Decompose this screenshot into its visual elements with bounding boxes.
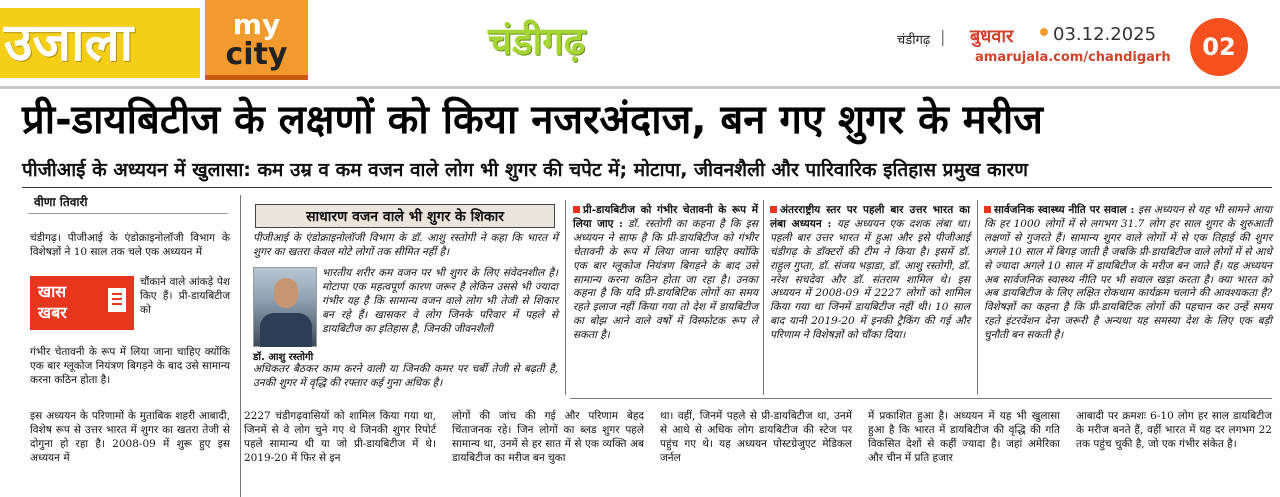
box-story-body: भारतीय शरीर कम वजन पर भी शुगर के लिए संवेदनशील है। मोटापा एक महत्वपूर्ण कारण जरूर है लेकिन उससे भी ज्यादा गंभीर यह है कि सामान्य वजन वाले लोग भी तेजी से शिकार बन रहे हैं। खासकर वे लोग जिनके परिवार में पहले से डायबिटीज का इतिहास है, जिनकी जीवनशैली	[322, 267, 558, 335]
body-column-2: लोगों की जांच की गई और परिणाम बेहद चिंताजनक रहे। जिन लोगों का ब्लड शुगर पहले सामान्य था, उनमें से हर सात में से एक व्यक्ति अब डायबिटीज का मरीज बन चुका	[452, 410, 644, 464]
column-divider	[763, 200, 764, 395]
newspaper-logo: उजाला	[0, 8, 200, 78]
body-column-1: 2227 चंडीगढ़वासियों को शामिल किया गया था, जिनमें से वे लोग चुने गए थे जिनकी शुगर रिपोर्ट पहले सामान्य थी या जो प्री-डायबिटीज में थे। 2019-20 में फिर से इन	[244, 410, 436, 464]
byline-rule	[28, 213, 228, 214]
sidebar-story-1	[573, 204, 758, 343]
column-divider	[240, 195, 241, 497]
badge-line1: खास	[38, 282, 67, 301]
khas-khabar-badge	[30, 276, 134, 330]
body-column-5: आबादी पर क्रमशः 6-10 लोग हर साल डायबिटीज के मरीज बनते हैं, वहीं भारत में यह दर लगभग 22 तक पहुंच चुकी है, जो एक गंभीर संकेत है।	[1076, 410, 1272, 450]
issue-day: बुधवार	[970, 26, 1014, 47]
sidebar-story-2-body: यह अध्ययन एक दशक लंबा था। पहली बार उत्तर भारत में हुआ और इसे पीजीआई चंडीगढ़ के डॉक्टरों की टीम ने किया है। इसमें डॉ. राहुल गुप्ता, डॉ. संजय भड़ाडा, डॉ. आशु रस्तोगी, डॉ. नरेश सचदेवा और डॉ. संतराम शामिल थे। इस अध्ययन में 2008-09 में 2227 लोगों को शामिल किया गया था जिनमें डायबिटीज नहीं थी। 10 साल बाद यानी 2019-20 में इनकी ट्रैकिंग की गई और परिणाम ने विशेषज्ञों को चौंका दिया।	[770, 217, 970, 342]
sidebar-bottom-rule	[570, 398, 1272, 399]
section-city-title: चंडीगढ़	[488, 19, 586, 63]
article-headline: प्री-डायबिटीज के लक्षणों को किया नजरअंदाज, बन गए शुगर के मरीज	[22, 97, 1043, 143]
photo-shirt	[260, 313, 312, 347]
sidebar-story-1-head: प्री-डायबिटीज को गंभीर चेतावनी के रूप में लिया जाए :	[573, 204, 758, 230]
article-deck: पीजीआई के अध्ययन में खुलासा: कम उम्र व कम वजन वाले लोग भी शुगर की चपेट में; मोटापा, जीवनशैली और पारिवारिक इतिहास प्रमुख कारण	[22, 159, 1029, 181]
document-icon	[108, 288, 126, 312]
photo-face	[274, 278, 298, 308]
sidebar-story-2-head: अंतरराष्ट्रीय स्तर पर पहली बार उत्तर भारत का लंबा अध्ययन :	[770, 204, 970, 230]
red-square-icon	[573, 206, 580, 213]
column-divider	[977, 200, 978, 395]
body-column-3: था। वहीं, जिनमें पहले से प्री-डायबिटीज था, उनमें से आधे से अधिक लोग डायबिटीज की स्टेज पर पहुंच गए थे। यह अध्ययन पोस्टग्रेजुएट मेडिकल जर्नल	[660, 410, 852, 464]
sidebar-story-3-body: इस अध्ययन से यह भी सामने आया कि हर 1000 लोगों में से लगभग 31.7 लोग हर साल शुगर के शुरुआती लक्षणों से गुजरते हैं। सामान्य शुगर वाले लोगों में से एक तिहाई की शुगर अगले 10 साल में बिगड़ जाती है जबकि प्री-डायबिटीज वाले लोगों में से आधे से ज्यादा अगले 10 साल में डायबिटीज के मरीज बन जाते हैं। यह अध्ययन अब सार्वजनिक स्वास्थ्य नीति पर भी सवाल खड़ा करता है। क्या भारत को अब डायबिटीज के लिए लक्षित रोकथाम कार्यक्रम चलाने की आवश्यकता है? विशेषज्ञों का कहना है कि प्री-डायबिटिक लोगों की पहचान कर उन्हें समय रहते इंटरवेंशन देना जरूरी है अन्यथा यह समस्या देश के लिए एक बड़ी चुनौती बन सकती है।	[984, 204, 1273, 342]
masthead-separator: |	[940, 27, 946, 46]
edition-city: चंडीगढ़	[897, 33, 931, 48]
box-story-lead: पीजीआई के एंडोक्राइनोलॉजी विभाग के डॉ. आशु रस्तोगी ने कहा कि भारत में शुगर का खतरा केवल मोटे लोगों तक सीमित नहीं है।	[253, 232, 558, 258]
column-divider	[565, 200, 566, 395]
byline: वीणा तिवारी	[34, 195, 88, 209]
box-story-body-continued: अधिकतर बैठकर काम करने वाली या जिनकी कमर पर चर्बी तेजी से बढ़ती है, उनकी शुगर में वृद्धि की रफ्तार कई गुना अधिक है।	[253, 363, 558, 389]
red-square-icon	[984, 206, 991, 213]
lead-paragraph-c: गंभीर चेतावनी के रूप में लिया जाना चाहिए क्योंकि एक बार ग्लूकोज नियंत्रण बिगड़ने के बाद उसे सामान्य करना कठिन होता है।	[30, 346, 230, 386]
doctor-photo	[253, 267, 317, 347]
box-story-title: साधारण वजन वाले भी शुगर के शिकार	[255, 204, 555, 228]
deck-rule	[22, 187, 1272, 188]
lead-paragraph-a: चंडीगढ़। पीजीआई के एंडोक्राइनोलॉजी विभाग के विशेषज्ञों ने 10 साल तक चले एक अध्ययन में	[30, 232, 230, 258]
sidebar-story-1-body: डॉ. रस्तोगी का कहना है कि इस अध्ययन ने साफ है कि प्री-डायबिटीज को गंभीर चेतावनी के रूप में लिया जाना चाहिए क्योंकि एक बार ग्लूकोज नियंत्रण बिगड़ने के बाद उसे सामान्य करना कठिन होता जा रहा है। उनका कहना है कि यदि प्री-डायबिटिक लोगों का समय रहते इलाज नहीं किया गया तो देश में डायबिटीज का बोझ आने वाले वर्षों में विस्फोटक रूप ले सकता है।	[573, 217, 758, 342]
photo-caption: डॉ. आशु रस्तोगी	[253, 352, 314, 363]
sidebar-story-2	[770, 204, 970, 343]
mycity-my: my	[232, 8, 281, 41]
lead-paragraph-b: चौंकाने वाले आंकड़े पेश किए हैं। प्री-डायबिटीज को	[140, 276, 230, 316]
badge-line2: खबर	[38, 303, 67, 322]
page-number-badge: 02	[1190, 18, 1248, 76]
mycity-logo	[205, 0, 308, 80]
issue-date: 03.12.2025	[1053, 24, 1157, 45]
red-square-icon	[770, 206, 777, 213]
body-column-4: में प्रकाशित हुआ है। अध्ययन में यह भी खुलासा हुआ है कि भारत में डायबिटीज की वृद्धि की गति विकसित देशों से कहीं ज्यादा है। जहां अमेरिका और चीन में प्रति हजार	[868, 410, 1060, 464]
lead-paragraph-d: इस अध्ययन के परिणामों के मुताबिक शहरी आबादी, विशेष रूप से उत्तर भारत में शुगर का खतरा तेजी से दोगुना हो रहा है। 2008-09 में शुरू हुए इस अध्ययन में	[30, 410, 230, 464]
masthead-divider	[0, 86, 1280, 89]
website-url[interactable]: amarujala.com/chandigarh	[975, 50, 1171, 65]
sidebar-story-3-head: सार्वजनिक स्वास्थ्य नीति पर सवाल :	[994, 204, 1135, 216]
bullet-dot-icon	[1040, 28, 1048, 36]
sidebar-story-3	[984, 204, 1272, 343]
mycity-city: city	[225, 37, 288, 72]
